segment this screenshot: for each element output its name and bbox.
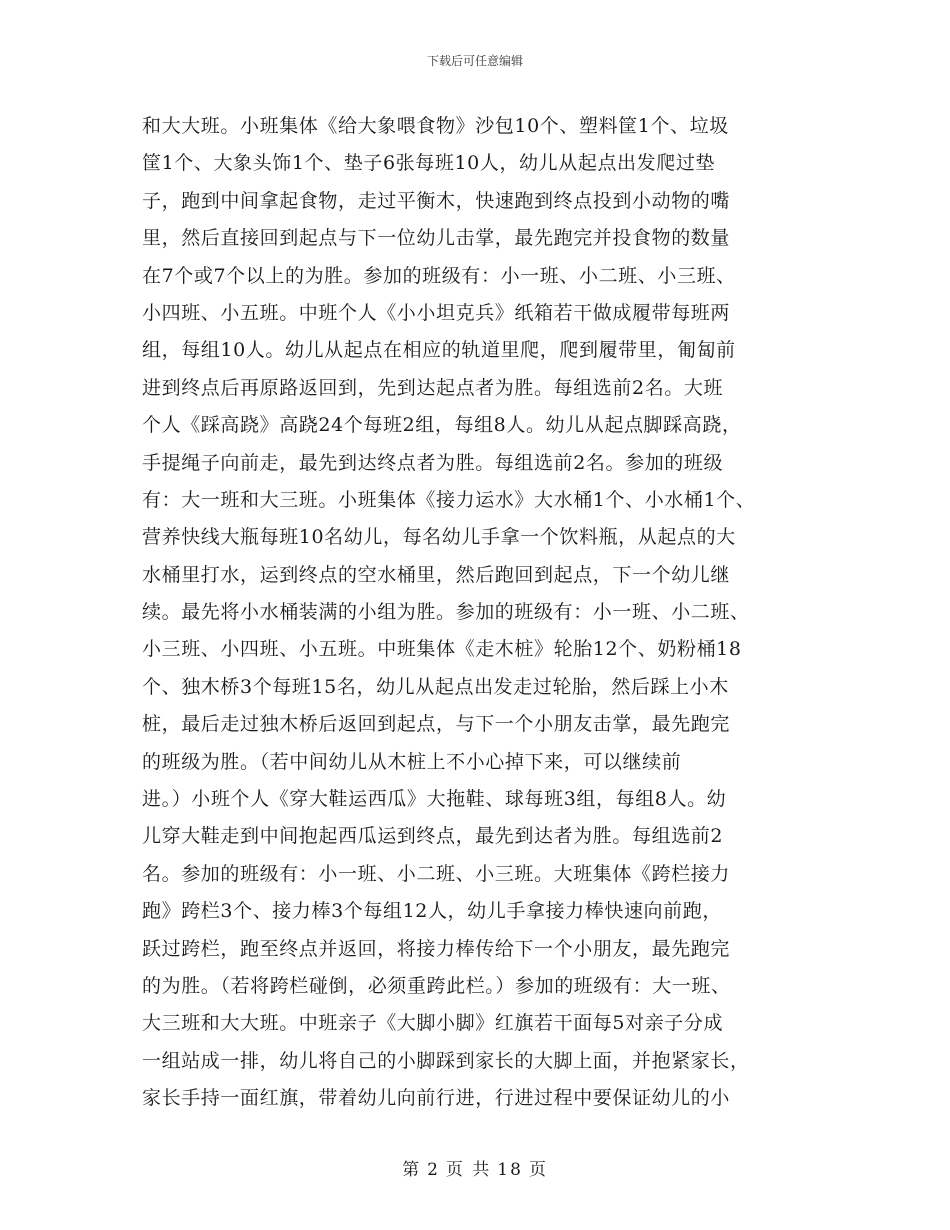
text-line: 筐1个、大象头饰1个、垫子6张每班10人，幼儿从起点出发爬过垫 [142,152,716,175]
text-line: 营养快线大瓶每班10名幼儿，每名幼儿手拿一个饮料瓶，从起点的大 [142,526,736,549]
page-number-total: 18 [497,1160,523,1180]
page-number-prefix: 第 [402,1160,422,1180]
text-line: 里，然后直接回到起点与下一位幼儿击掌，最先跑完并投食物的数量 [142,227,731,250]
text-line: 跃过跨栏，跑至终点并返回，将接力棒传给下一个小朋友，最先跑完 [142,937,731,960]
text-line: 跑》跨栏3个、接力棒3个每组12人，幼儿手拿接力棒快速向前跑， [142,900,722,923]
page-header: 下载后可任意编辑 [426,54,523,68]
text-line: 进到终点后再原路返回到，先到达起点者为胜。每组选前2名。大班 [142,376,724,399]
page-number-suffix: 页 [528,1160,548,1180]
text-line: 个、独木桥3个每班15名，幼儿从起点出发走过轮胎，然后踩上小木 [142,675,729,698]
text-line: 一组站成一排，幼儿将自己的小脚踩到家长的大脚上面，并抱紧家长， [142,1049,750,1072]
text-line: 进。）小班个人《穿大鞋运西瓜》大拖鞋、球每班3组，每组8人。幼 [142,788,727,811]
text-line: 手提绳子向前走，最先到达终点者为胜。每组选前2名。参加的班级 [142,451,724,474]
text-line: 家长手持一面红旗，带着幼儿向前行进，行进过程中要保证幼儿的小 [142,1087,731,1110]
text-line: 有：大一班和大三班。小班集体《接力运水》大水桶1个、小水桶1个、 [142,488,756,511]
text-line: 和大大班。小班集体《给大象喂食物》沙包10个、塑料筐1个、垃圾 [142,115,729,137]
text-line: 小三班、小四班、小五班。中班集体《走木桩》轮胎12个、奶粉桶18 [142,638,742,661]
page-number-current: 2 [427,1160,440,1180]
text-line: 水桶里打水，运到终点的空水桶里，然后跑回到起点，下一个幼儿继 [142,563,731,586]
text-line: 子，跑到中间拿起食物，走过平衡木，快速跑到终点投到小动物的嘴 [142,189,731,212]
text-line: 名。参加的班级有：小一班、小二班、小三班。大班集体《跨栏接力 [142,862,731,885]
text-line: 的为胜。（若将跨栏碰倒，必须重跨此栏。）参加的班级有：大一班、 [142,974,731,997]
document-body [142,108,822,1118]
page-footer [0,1155,950,1180]
text-line: 大三班和大大班。中班亲子《大脚小脚》红旗若干面每5对亲子分成 [142,1012,724,1035]
page-number-middle: 页 共 [445,1160,492,1180]
text-line: 儿穿大鞋走到中间抱起西瓜运到终点，最先到达者为胜。每组选前2 [142,825,724,848]
text-line: 桩，最后走过独木桥后返回到起点，与下一个小朋友击掌，最先跑完 [142,713,731,736]
text-line: 组，每组10人。幼儿从起点在相应的轨道里爬，爬到履带里，匍匐前 [142,339,736,362]
text-line: 续。最先将小水桶装满的小组为胜。参加的班级有：小一班、小二班、 [142,601,750,624]
text-line: 的班级为胜。（若中间幼儿从木桩上不小心掉下来，可以继续前 [142,750,682,773]
text-line: 个人《踩高跷》高跷24个每班2组，每组8人。幼儿从起点脚踩高跷， [142,414,742,437]
text-line: 小四班、小五班。中班个人《小小坦克兵》纸箱若干做成履带每班两 [142,301,731,324]
text-line: 在7个或7个以上的为胜。参加的班级有：小一班、小二班、小三班、 [142,264,736,287]
